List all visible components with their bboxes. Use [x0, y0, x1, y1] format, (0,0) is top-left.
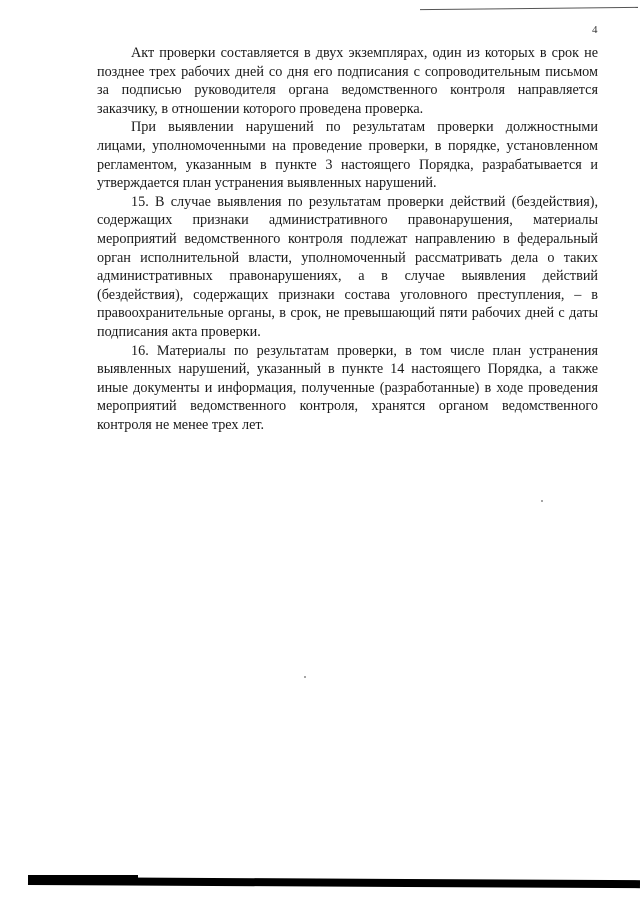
paragraph-act-copies: Акт проверки составляется в двух экземплярах, один из которых в срок не позднее трех рабочих дней со дня его подписания с сопроводительным письмом за подписью руководителя органа ведомственного контроля направляется заказчику, в отношении которого проведена проверка.	[97, 45, 598, 117]
scan-speck	[304, 676, 306, 678]
scan-artifact-bottom-bar	[28, 877, 640, 888]
document-body	[97, 44, 598, 434]
paragraph-remediation-plan: При выявлении нарушений по результатам проверки должностными лицами, уполномоченными на проведение проверки, в порядке, установленном регламентом, указанным в пункте 3 настоящего Порядка, разрабатывается и утверждается план устранения выявленных нарушений.	[97, 119, 598, 192]
scan-speck	[541, 500, 543, 502]
page-number: 4	[592, 24, 598, 36]
paragraph-item-15: 15. В случае выявления по результатам проверки действий (бездействия), содержащих признаки административного правонарушения, материалы мероприятий ведомственного контроля подлежат направлению в федеральный орган исполнительной власти, уполномоченный рассматривать дела о таких административных правонарушениях, а в случае выявления действий (бездействия), содержащих признаки состава уголовного преступления, – в правоохранительные органы, в срок, не превышающий пяти рабочих дней с даты подписания акта проверки.	[97, 193, 598, 340]
scan-artifact-top-line	[420, 7, 638, 10]
paragraph-item-16: 16. Материалы по результатам проверки, в том числе план устранения выявленных нарушений, указанный в пункте 14 настоящего Порядка, а также иные документы и информация, полученные (разработанные) в ходе проведения мероприятий ведомственного контроля, хранятся органом ведомственного контроля не менее трех лет.	[97, 342, 598, 433]
